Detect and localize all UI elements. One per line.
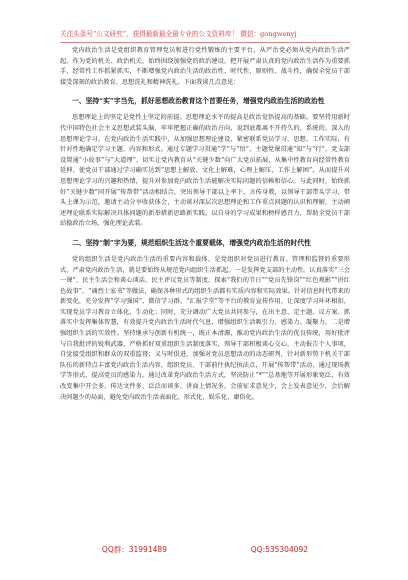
section-one-paragraph: 思想理论上的坚定是党性上坚定的前提。思想理论水平的提高是政治觉悟提高的基础。要坚持用新时代中国特色社会主义思想武装头脑，牢牢把握正确的政治方向，说到底都离不开持久的、系统的、深入的思想理论学习。在党内政治生活实践中，从加强思想理论建设，紧密联系党员学习、思想、工作实际，有针对性地确定学习主题、内容和形式。通过专题学习贯通“学”与“悟”，主题党课贯通“知”与“行”，党支部设置通“小故事”与“大道理”，切实让党内教育从“关键少数”向广大党员拓展，从集中性教育向经常性教育延伸。使党员干部通过学习确实达到“思想上解放、文化上解难，心理上解压，工作上解困”，从而提升对思想理论学习的兴趣和热情，提升对参加党内政治生活能解决实际问题的信赖和信心。与此同时，始终抓好“关键少数”同开展“传帮带”活动相结合，突出领导干部以上率下、言传身教，以领导干部带头学习，带头上课为示范，邀请主动分享收获体会，主动谈对深层次思想理论和工作重点问题的认识和理解，主动阐述理论联系实际解决具体问题的新举措新思路新实践，以自身的学习成果和榜样感召力，帮助全党员干部站稳政治立场，强化理论武装。 — [60, 114, 350, 228]
intro-paragraph: 党内政治生活是党组织教育管理党员和进行党性锻炼的主要平台，从严治党必须从党内政治生活严起。作为党的机关、政治机关，始终围绕加强党的政治建设，把开展严肃认真的党内政治生活作为重要抓手，经常性工作抓紧抓实，不断增强党内政治生活的政治性、时代性、原则性、战斗性，确保全党员干部接受深刻的政治教育、思想洗礼和精神洗礼。下面我谈几点意见： — [60, 47, 350, 86]
section-two-paragraph: 党的组织生活是党内政治生活的重要内容和载体，是党组织对党员进行教育、管理和监督的重要形式。严肃党内政治生活，就是要始终从规范党内组织生活抓起。一是发挥党支部的主动性。认真落实“三会一课”、民主生活会和谈心谈话、民主评议党员等制度，探索“我们的节日”“党员先锋岗”“红色观影”“讲红色故事”、“诵烈士家书”等做法，确保各种形式的组织生活都有实质内容和实际效果。针对信息时代带来的新变化，充分发挥“学习强国”、微信学习群、“汇报学堂”等平台的教育宣传作用，让深度学习环环相扣，实现党员学习教育立体化、生动化；同时，充分调动广大党员共同参与，在出主意、定主题、议方案、抓落实中发挥集体智慧，有效提升党内政治生活时代气息，增强组织生活吸引力、感染力、凝聚力。二是增强组织生活的实效性。坚持继承与创新有机统一，既正本清源，推动党内政治生活的优良传统，用好批评与自我批评的锐利武器，严格抓好双重组织生活制度落实，领导干部积极谈心交心，主动报告个人事项，自觉接受组织和群众的双重监督；又与时俱进，加强对党员思想活动的动态研判，针对新形势下机关干部队伍的新特点丰富党内政治生活内容，组织党员、干部前往执纪执法点，开展“传帮带”活动，通过现场教学等形式，提高党员的感染力。通过改革党内政治生活方式，坚决防止“*”“总基地等开展形象宽泛，有效改变集中开会多、传达文件多、泛泛而谈多，讲面上情况多，会前征求意见少，会上发表意见少，会后解决问题少的局面，避免党内政治生活表面化、形式化、娱乐化、庸俗化。 — [60, 255, 350, 401]
footer-qq-number: QQ:535304092 — [250, 545, 309, 554]
footer-qq-group: QQ群：31991489 — [101, 545, 167, 554]
section-heading-one: 一、坚持“实”字当先，抓好思想政治教育这个首要任务，增强党内政治生活的政治性 — [72, 97, 325, 106]
page-footer — [60, 545, 350, 555]
section-heading-two: 二、坚持“制”字为要，规范组织生活这个重要载体，增强党内政治生活的时代性 — [72, 238, 311, 247]
page-header-banner: 关注头条号“公文研究”，获得最新最全最专业的公文资料库！ 微信：gongwenyj — [60, 30, 350, 43]
document-body — [60, 46, 350, 536]
